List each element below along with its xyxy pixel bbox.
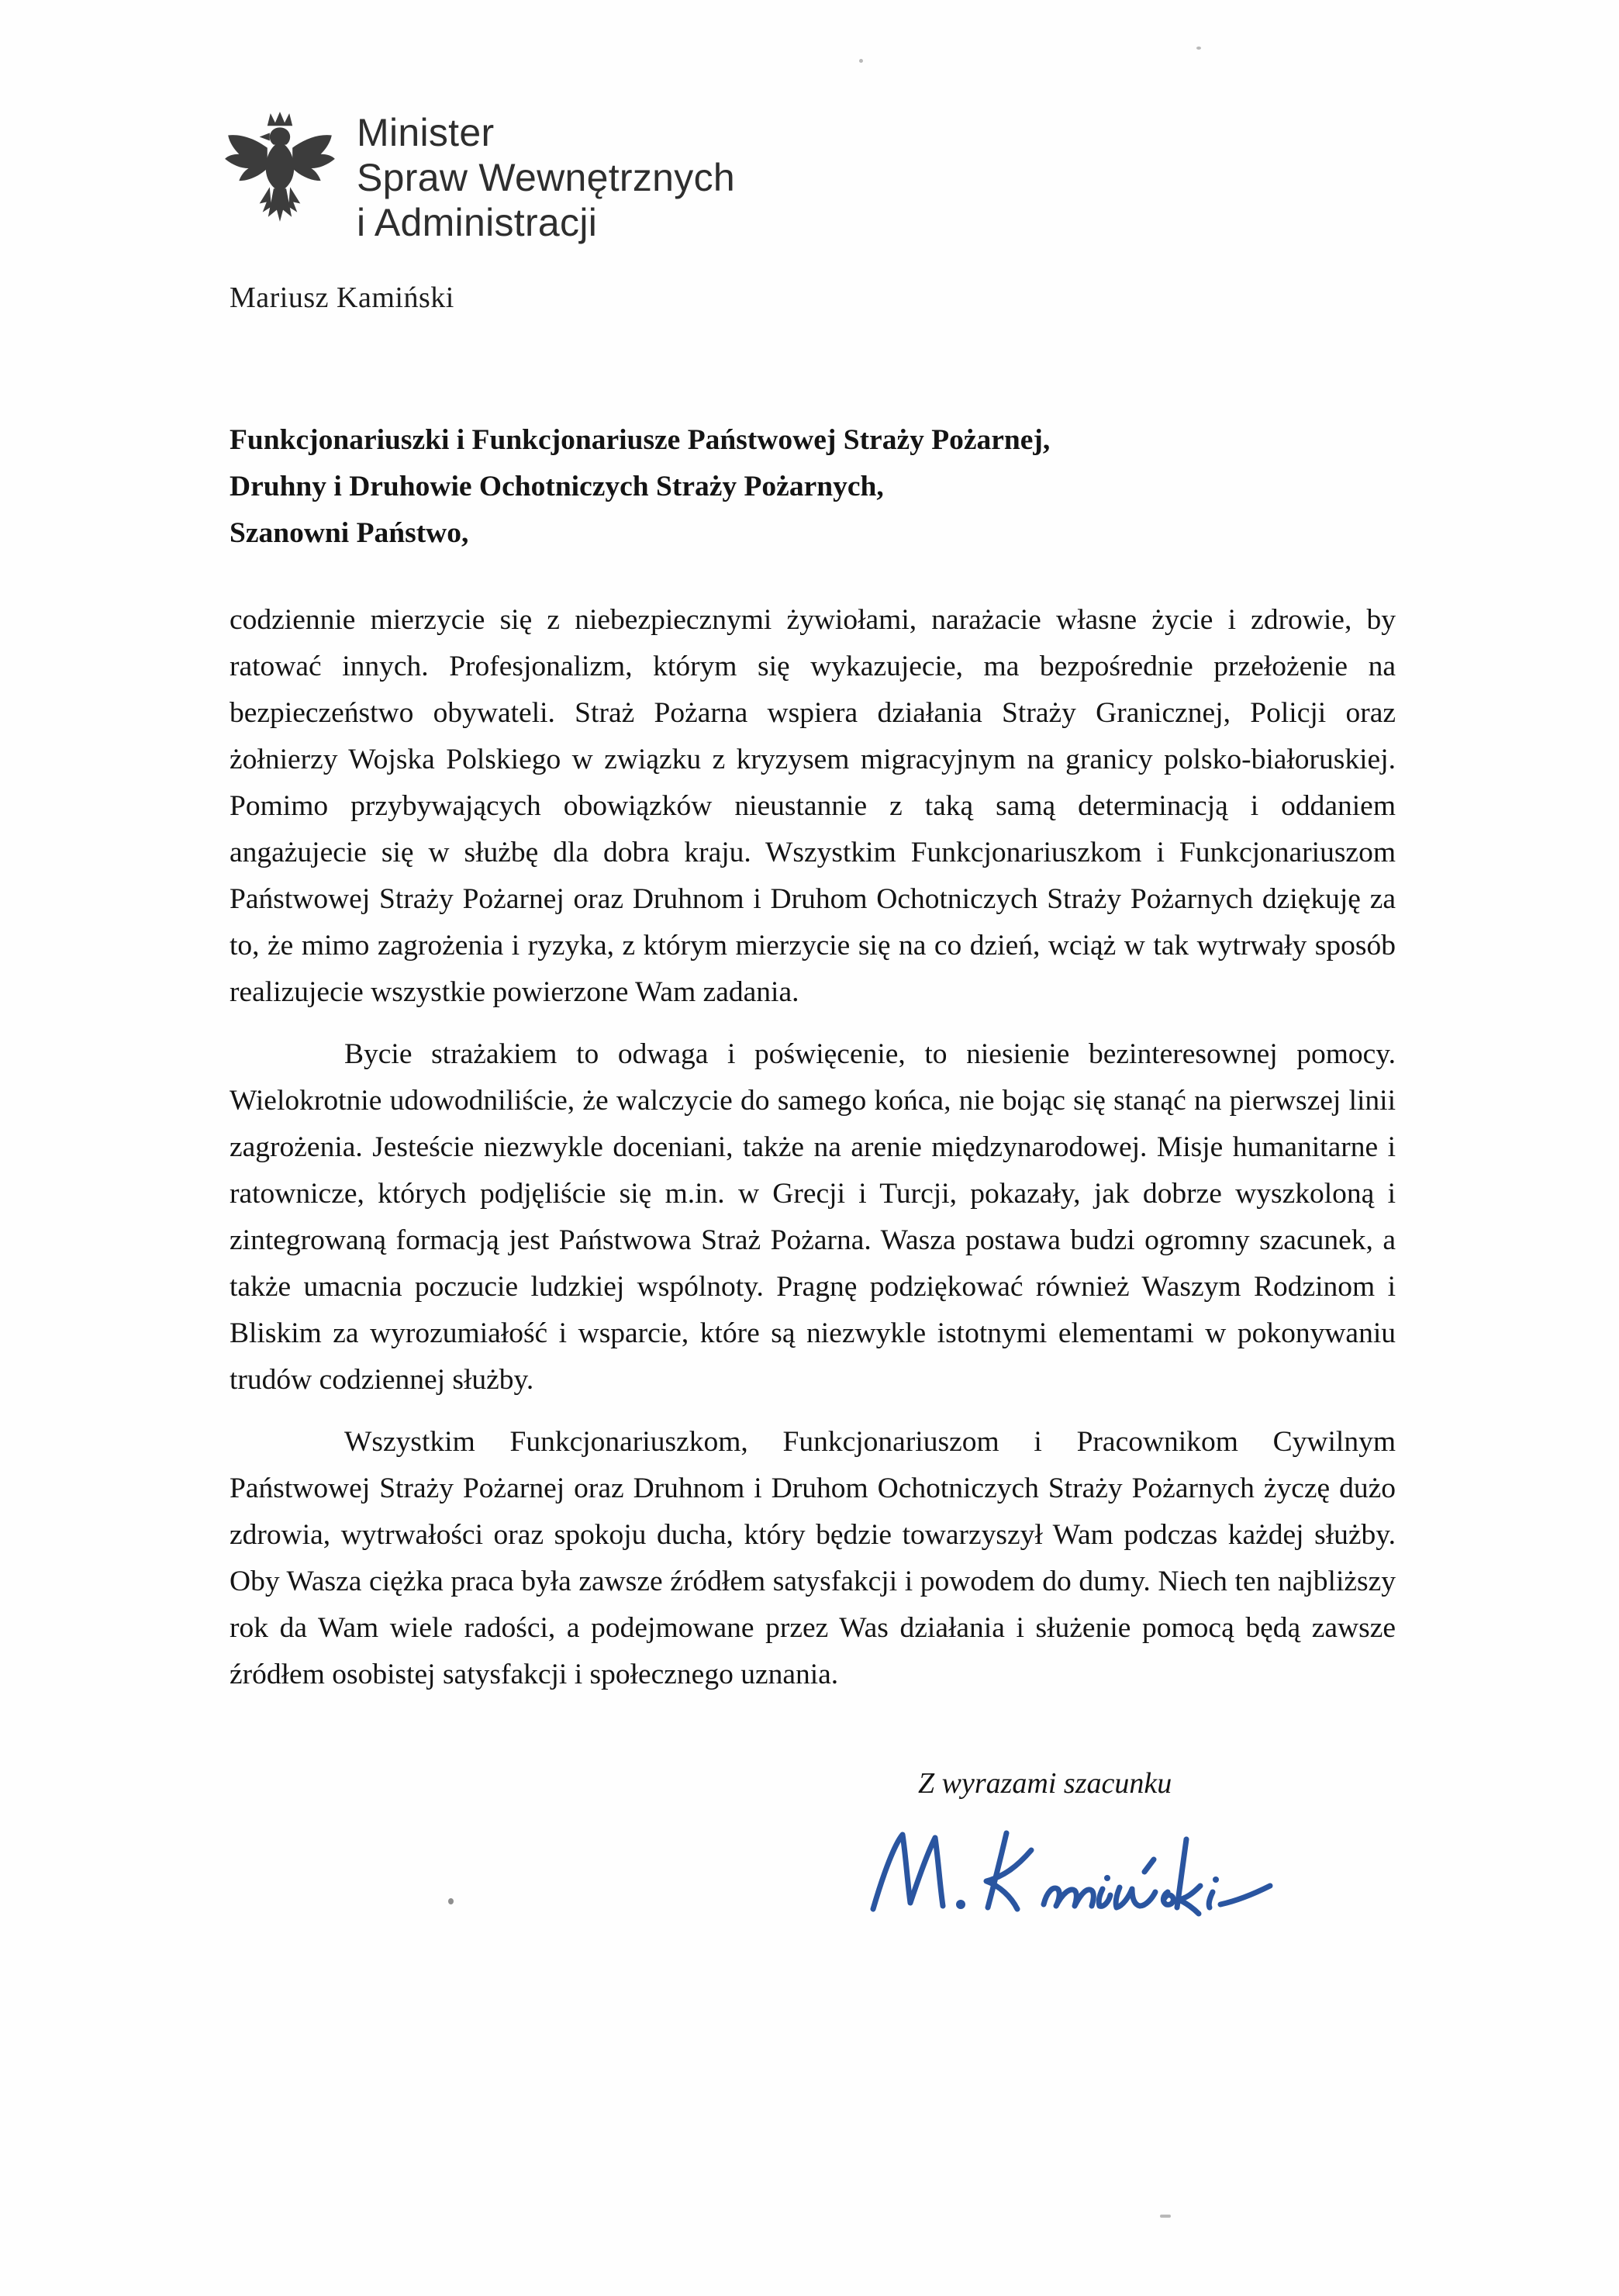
letterhead bbox=[222, 107, 735, 245]
salutation-line-3: Szanowni Państwo, bbox=[230, 517, 469, 549]
salutation-line-2: Druhny i Druhowie Ochotniczych Straży Pożarnych, bbox=[230, 471, 884, 502]
letter-body bbox=[230, 417, 1396, 1935]
ministry-title bbox=[357, 107, 735, 245]
scan-speck bbox=[1160, 2215, 1171, 2218]
paragraph-3: Wszystkim Funkcjonariuszkom, Funkcjonariuszom i Pracownikom Cywilnym Państwowej Straży Pożarnej oraz Druhnom i Druhom Ochotniczych Straży Pożarnych życzę dużo zdrowia, wytrwałości oraz spokoju ducha, który będzie towarzyszył Wam podczas każdej służby. Oby Wasza ciężka praca była zawsze źródłem satysfakcji i powodem do dumy. Niech ten najbliższy rok da Wam wiele radości, a podejmowane przez Was działania i służenie pomocą będą zawsze źródłem osobistej satysfakcji i społecznego uznania. bbox=[230, 1426, 1396, 1690]
ministry-line-3: i Administracji bbox=[357, 201, 598, 244]
ministry-line-1: Minister bbox=[357, 111, 495, 154]
scan-speck bbox=[1196, 47, 1201, 50]
paragraph-2: Bycie strażakiem to odwaga i poświęcenie, to niesienie bezinteresownej pomocy. Wielokrotnie udowodniliście, że walczycie do samego końca, nie bojąc się stanąć na pierwszej linii zagrożenia. Jesteście niezwykle doceniani, także na arenie międzynarodowej. Misje humanitarne i ratownicze, których podjęliście się m.in. w Grecji i Turcji, pokazały, jak dobrze wyszkoloną i zintegrowaną formacją jest Państwowa Straż Pożarna. Wasza postawa budzi ogromny szacunek, a także umacnia poczucie ludzkiej wspólnoty. Pragnę podziękować również Waszym Rodzinom i Bliskim za wyrozumiałość i wsparcie, które są niezwykle istotnymi elementami w pokonywaniu trudów codziennej służby. bbox=[230, 1038, 1396, 1396]
ministry-line-2: Spraw Wewnętrznych bbox=[357, 156, 735, 199]
paragraph-1: codziennie mierzycie się z niebezpiecznymi żywiołami, narażacie własne życie i zdrowie, by ratować innych. Profesjonalizm, którym się wykazujecie, ma bezpośrednie przełożenie na bezpieczeństwo obywateli. Straż Pożarna wspiera działania Straży Granicznej, Policji oraz żołnierzy Wojska Polskiego w związku z kryzysem migracyjnym na granicy polsko-białoruskiej. Pomimo przybywających obowiązków nieustannie z taką samą determinacją i oddaniem angażujecie się w służbę dla dobra kraju. Wszystkim Funkcjonariuszkom i Funkcjonariuszom Państwowej Straży Pożarnej oraz Druhnom i Druhom Ochotniczych Straży Pożarnych dziękuję za to, że mimo zagrożenia i ryzyka, z którym mierzycie się na co dzień, wciąż w tak wytrwały sposób realizujecie wszystkie powierzone Wam zadania. bbox=[230, 604, 1396, 1008]
handwritten-signature bbox=[859, 1819, 1293, 1935]
closing-phrase: Z wyrazami szacunku bbox=[918, 1767, 1172, 1800]
salutation-block bbox=[230, 417, 1396, 557]
polish-eagle-emblem-icon bbox=[222, 107, 340, 233]
scan-speck bbox=[859, 59, 863, 63]
minister-name: Mariusz Kamiński bbox=[230, 281, 454, 314]
scan-speck bbox=[448, 1898, 454, 1904]
salutation-line-1: Funkcjonariuszki i Funkcjonariusze Państwowej Straży Pożarnej, bbox=[230, 424, 1051, 456]
